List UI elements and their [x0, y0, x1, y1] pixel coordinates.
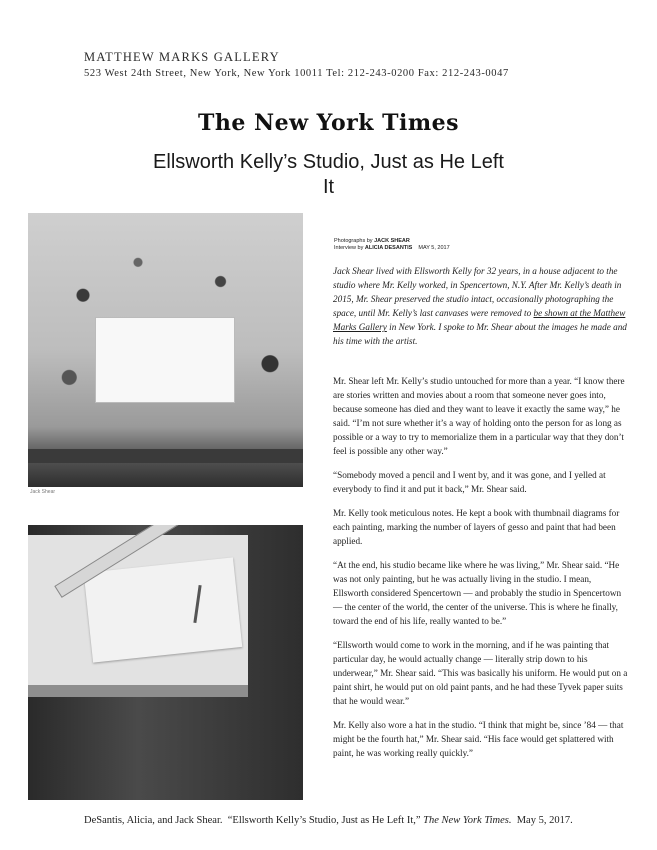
citation-publication: The New York Times. — [423, 815, 512, 826]
drafting-table-photo — [28, 525, 303, 800]
citation-authors: DeSantis, Alicia, and Jack Shear. — [84, 815, 223, 826]
byline — [334, 238, 450, 252]
citation-date: May 5, 2017. — [516, 815, 573, 826]
interview-label: Interview by — [334, 245, 364, 251]
article-intro — [333, 264, 629, 348]
table-edge — [28, 685, 248, 697]
photographer: JACK SHEAR — [374, 238, 410, 244]
studio-wall-photo — [28, 213, 303, 487]
body-paragraph: “At the end, his studio became like where he was living,” Mr. Shear said. “He was not only painting, but he was actually living in the studio. I mean, Ellsworth considered Spencertown — and probably the studio in Spencertown — the center of the world, the center of the universe. This is where he finally, toward the end of his life, really wanted to be.” — [333, 560, 622, 626]
publish-date: MAY 5, 2017 — [418, 245, 450, 251]
gallery-address: 523 West 24th Street, New York, New York 10011 Tel: 212-243-0200 Fax: 212-243-0047 — [84, 68, 509, 79]
body-paragraph: Mr. Shear left Mr. Kelly’s studio untouched for more than a year. “I know there are stories written and movies about a room that someone never goes into, because someone has died and they want to leave it exactly the same way,” he said. “I’m not sure whether it’s a way of holding onto the person for as long as possible or a way to try to memorialize them in a particular way that they don’t feel is possible any other way.” — [333, 376, 625, 456]
white-canvas — [96, 318, 234, 402]
body-paragraph: Mr. Kelly took meticulous notes. He kept a book with thumbnail diagrams for each painting, marking the number of layers of gesso and paint that had been applied. — [333, 508, 620, 546]
article-headline: Ellsworth Kelly’s Studio, Just as He Left It — [153, 151, 504, 198]
interviewer: ALICIA DESANTIS — [364, 245, 413, 251]
photographs-label: Photographs by — [334, 238, 373, 244]
body-paragraph: Mr. Kelly also wore a hat in the studio. “I think that might be, since ’84 — that might be the fourth hat,” Mr. Shear said. “His face would get splattered with paint, he was working really quickly.” — [333, 720, 624, 758]
citation-title: “Ellsworth Kelly’s Studio, Just as He Left It,” — [227, 815, 421, 826]
gallery-name: MATTHEW MARKS GALLERY — [84, 50, 280, 64]
article-body — [333, 374, 629, 770]
intro-text: Jack Shear lived with Ellsworth Kelly for 32 years, in a house adjacent to the studio where Mr. Kelly worked, in Spencertown, N.Y. After Mr. Kelly’s death in 2015, Mr. Shear preserved the studio intact, occasionally photographing the space, until Mr. Kelly’s last canvases were removed to — [333, 266, 622, 318]
gallery-link[interactable]: be shown at the Matthew Marks Gallery — [333, 308, 626, 332]
newspaper-masthead: The New York Times — [197, 110, 460, 136]
paper-sheet — [84, 557, 243, 662]
paint-table — [28, 449, 303, 463]
body-paragraph: “Somebody moved a pencil and I went by, and it was gone, and I yelled at everybody to find it and put it back,” Mr. Shear said. — [333, 470, 606, 494]
intro-text-end: in New York. I spoke to Mr. Shear about the images he made and his time with the artist. — [333, 322, 627, 346]
citation — [84, 815, 573, 826]
photo-credit: Jack Shear — [30, 489, 56, 495]
body-paragraph: “Ellsworth would come to work in the morning, and if he was painting that particular day, he would actually change — literally strip down to his underwear,” Mr. Shear said. “This was basically his uniform. He would put on a paint shirt, he would put on old paint pants, and he had these Tyvek paper suits that he would wear.” — [333, 640, 628, 706]
